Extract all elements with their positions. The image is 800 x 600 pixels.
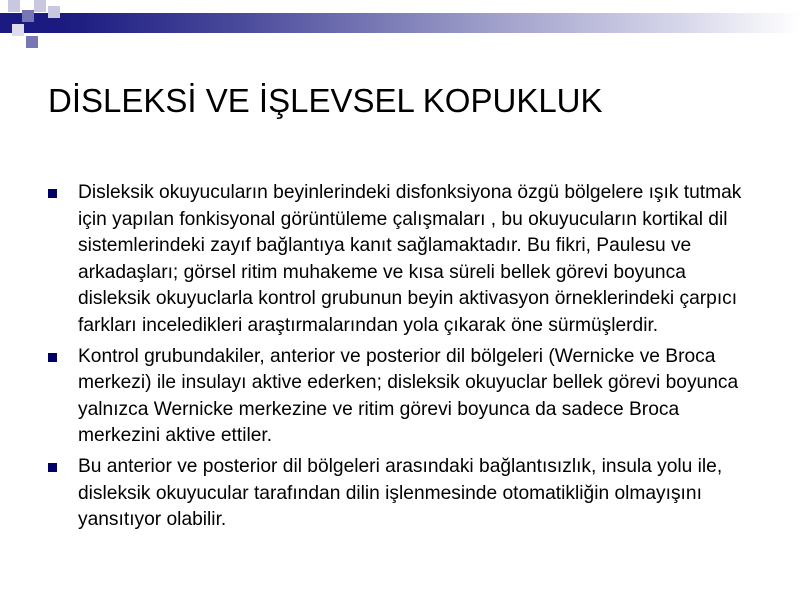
decor-square-5	[12, 24, 24, 36]
decor-square-3	[22, 10, 34, 22]
bullet-text: Kontrol grubundakiler, anterior ve posterior dil bölgeleri (Wernicke ve Broca merkezi) ile insulayı aktive ederken; disleksik okuyuclar bellek görevi boyunca yalnızca Wernicke merkezine ve ritim görevi boyunca da sadece Broca merkezini aktive ettiler.	[78, 345, 739, 447]
square-bullet-icon	[48, 353, 57, 362]
decor-square-2	[34, 0, 46, 12]
decor-square-4	[48, 6, 60, 18]
bullet-item	[48, 454, 748, 534]
decor-square-1	[8, 0, 20, 12]
bullet-text: Disleksik okuyucuların beyinlerindeki disfonksiyona özgü bölgelere ışık tutmak için yapılan fonkisyonal görüntüleme çalışmaları , bu okuyucuların kortikal dil sistemlerindeki zayıf bağlantıya kanıt sağlamaktadır. Bu fikri, Paulesu ve arkadaşları; görsel ritim muhakeme ve kısa süreli bellek görevi boyunca disleksik okuyuclarla kontrol grubunun beyin aktivasyon örneklerindeki çarpıcı farkları inceledikleri araştırmalarından yola çıkarak öne sürmüşlerdir.	[78, 182, 742, 336]
decor-square-6	[26, 36, 38, 48]
bullet-list	[48, 180, 748, 538]
slide-title: DİSLEKSİ VE İŞLEVSEL KOPUKLUK	[48, 82, 603, 119]
square-bullet-icon	[48, 189, 57, 198]
bullet-text: Bu anterior ve posterior dil bölgeleri arasındaki bağlantısızlık, insula yolu ile, disleksik okuyucular tarafından dilin işlenmesinde otomatikliğin olmayışını yansıtıyor olabilir.	[78, 455, 723, 531]
header-gradient-bar	[0, 13, 800, 33]
bullet-item	[48, 180, 748, 340]
square-bullet-icon	[48, 463, 57, 472]
bullet-item	[48, 344, 748, 450]
